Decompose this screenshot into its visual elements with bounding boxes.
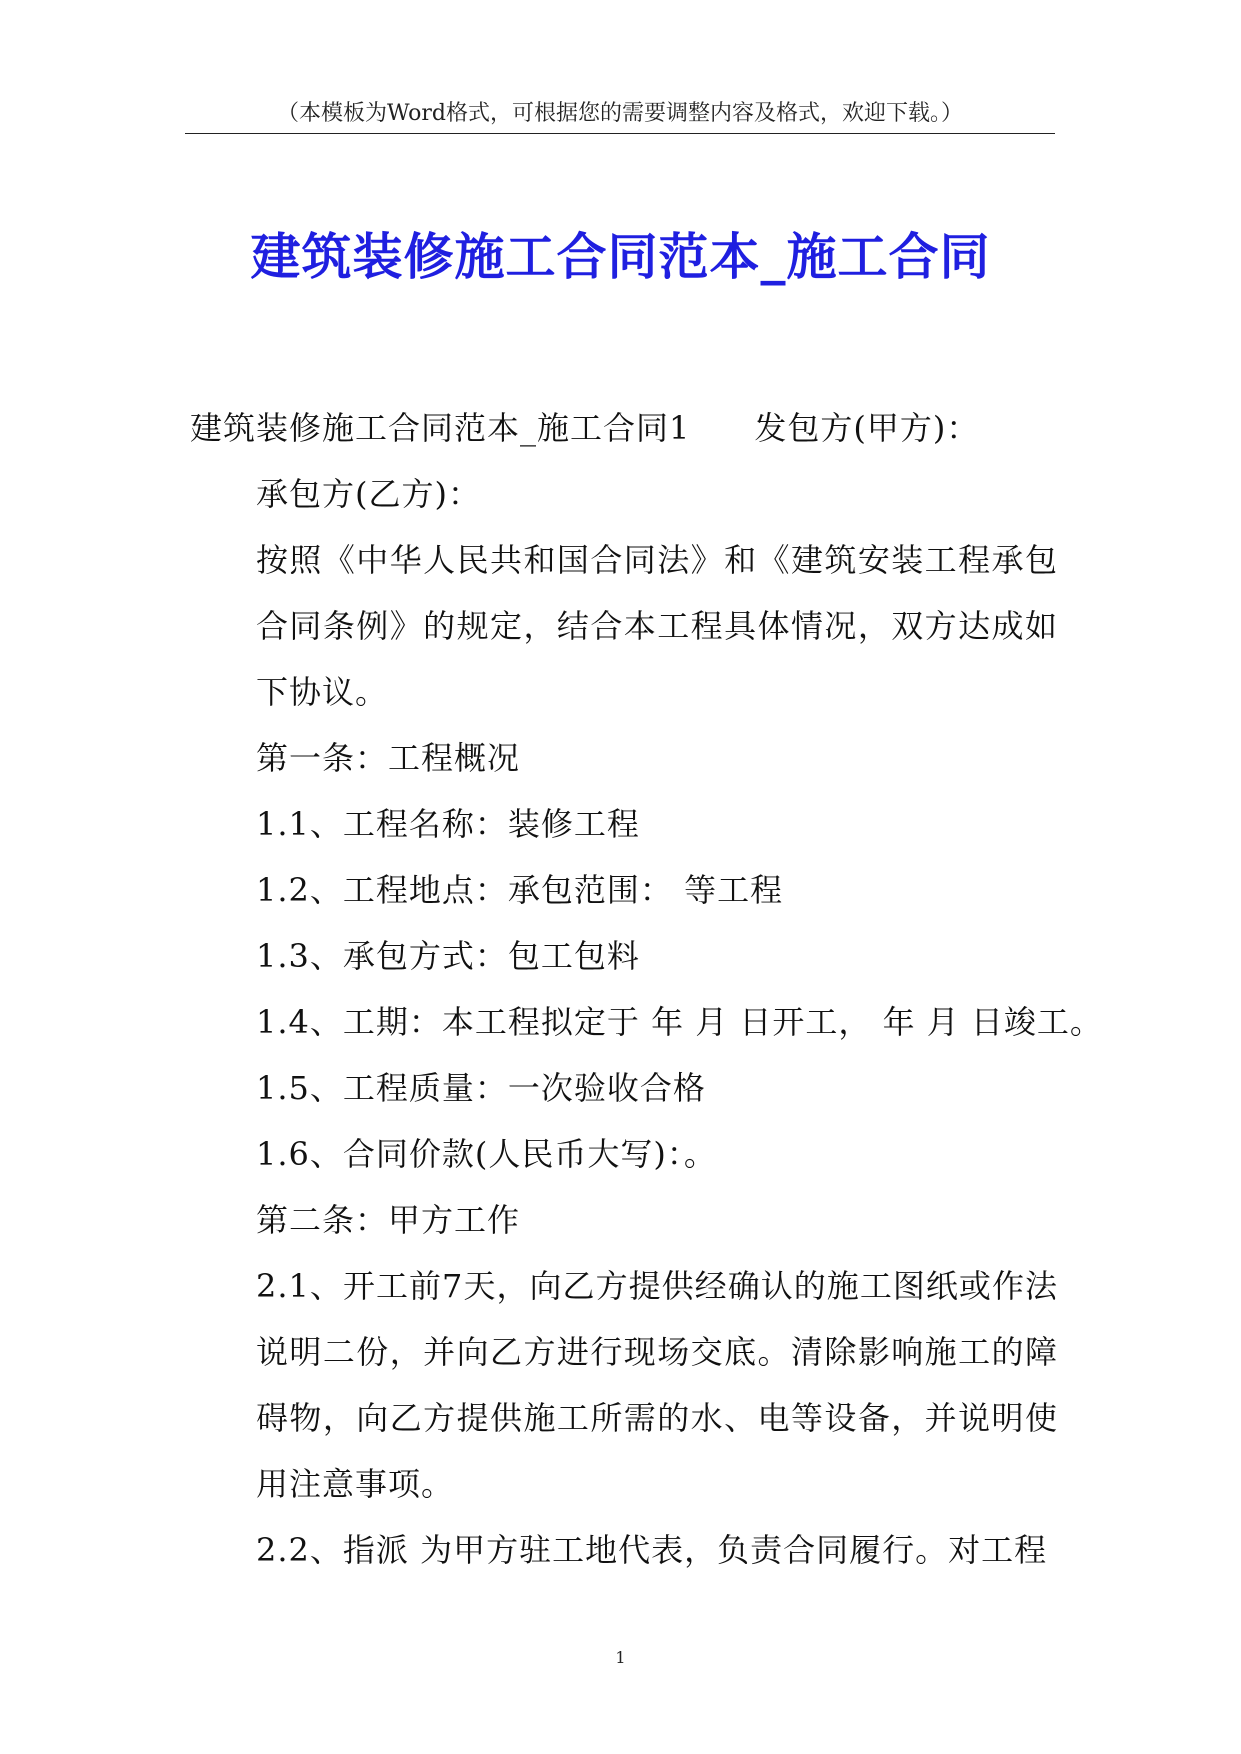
article-1-item: 1.4、工期：本工程拟定于 年 月 日开工， 年 月 日竣工。 [256,1003,1103,1041]
intro-heading: 建筑装修施工合同范本_施工合同1 [190,409,691,447]
article-1-title: 第一条：工程概况 [256,739,521,777]
party-a-label: 发包方(甲方)： [754,409,980,447]
article-2-item: 2.1、开工前7天，向乙方提供经确认的施工图纸或作法说明二份，并向乙方进行现场交底。清除影响施工的障碍物，向乙方提供施工所需的水、电等设备，并说明使用注意事项。 [256,1267,1058,1503]
article-1-item: 1.3、承包方式：包工包料 [256,937,640,975]
article-2-title: 第二条：甲方工作 [256,1201,521,1239]
header-divider [185,133,1055,134]
article-1-item: 1.1、工程名称：装修工程 [256,805,640,843]
document-body [190,395,1103,1583]
intro-line [190,395,1058,461]
document-title: 建筑装修施工合同范本_施工合同 [250,227,991,286]
article-2-item: 2.2、指派 为甲方驻工地代表，负责合同履行。对工程 [256,1531,1048,1569]
page-number: 1 [615,1648,626,1667]
article-1-item: 1.5、工程质量：一次验收合格 [256,1069,706,1107]
article-1-item: 1.2、工程地点：承包范围： 等工程 [256,871,784,909]
party-b-label: 承包方(乙方)： [256,475,481,513]
preamble-paragraph: 按照《中华人民共和国合同法》和《建筑安装工程承包合同条例》的规定，结合本工程具体情况，双方达成如下协议。 [256,541,1058,711]
article-1-item: 1.6、合同价款(人民币大写)：。 [256,1135,717,1173]
template-header-note: （本模板为Word格式，可根据您的需要调整内容及格式，欢迎下载。） [277,101,963,126]
